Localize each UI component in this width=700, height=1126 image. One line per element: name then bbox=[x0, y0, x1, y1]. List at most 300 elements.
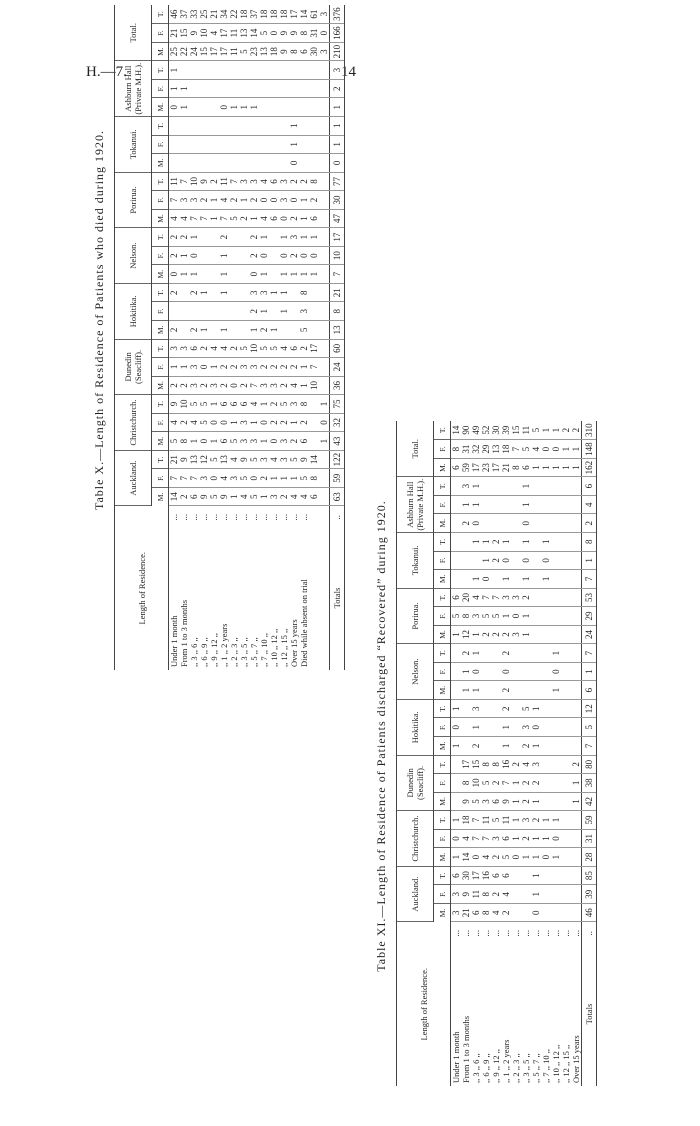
table-cell bbox=[269, 135, 279, 154]
table-cell bbox=[511, 533, 521, 552]
table-row bbox=[491, 421, 501, 1086]
leader-dots: .. bbox=[582, 922, 597, 944]
table-cell bbox=[199, 79, 209, 98]
table-cell: 11 bbox=[229, 42, 239, 61]
table-cell: 17 bbox=[219, 24, 229, 43]
table-cell: 1 bbox=[531, 458, 541, 477]
table-cell bbox=[541, 625, 551, 644]
table-cell bbox=[279, 61, 289, 80]
table-cell: 52 bbox=[481, 421, 491, 440]
sex-column-header: T. bbox=[434, 811, 451, 830]
table-row bbox=[279, 5, 289, 670]
sex-column-header: F. bbox=[434, 662, 451, 681]
table-cell: 7 bbox=[481, 588, 491, 607]
table-cell: 10 bbox=[189, 172, 199, 191]
table-cell: 3 bbox=[279, 172, 289, 191]
sex-column-header: F. bbox=[152, 358, 169, 377]
table-cell: 6 bbox=[451, 458, 462, 477]
sex-column-header: T. bbox=[152, 5, 169, 24]
table-cell bbox=[451, 514, 462, 533]
table-cell bbox=[511, 681, 521, 700]
table-cell: 5 bbox=[209, 487, 219, 506]
table-cell: 3 bbox=[481, 792, 491, 811]
table-cell: 1 bbox=[461, 681, 471, 700]
table-cell: 10 bbox=[249, 339, 259, 358]
table-cell: 2 bbox=[169, 376, 180, 395]
table-cell bbox=[239, 321, 249, 340]
table-cell bbox=[219, 79, 229, 98]
table-cell bbox=[541, 644, 551, 663]
table-cell bbox=[521, 681, 531, 700]
table-cell: 1 bbox=[551, 421, 561, 440]
table-cell: 21 bbox=[461, 903, 471, 922]
table-cell: 0 bbox=[551, 662, 561, 681]
table-cell: 1 bbox=[551, 681, 561, 700]
table-row bbox=[471, 421, 481, 1086]
table-cell: 6 bbox=[451, 588, 462, 607]
table-cell: 6 bbox=[299, 432, 309, 451]
table-cell: 1 bbox=[451, 811, 462, 830]
table-cell: 1 bbox=[259, 302, 269, 321]
table-cell bbox=[561, 755, 571, 774]
table-cell bbox=[289, 321, 299, 340]
table-cell bbox=[451, 477, 462, 496]
table-cell: 1 bbox=[471, 625, 481, 644]
totals-cell: 29 bbox=[582, 607, 597, 626]
table-cell bbox=[239, 79, 249, 98]
table-cell bbox=[209, 98, 219, 117]
table-cell bbox=[309, 98, 319, 117]
table-cell: 3 bbox=[279, 432, 289, 451]
table-cell: 4 bbox=[299, 487, 309, 506]
table-cell: 2 bbox=[179, 487, 189, 506]
table-cell: 1 bbox=[259, 228, 269, 247]
table-cell bbox=[219, 135, 229, 154]
table-cell: 6 bbox=[491, 866, 501, 885]
table-cell: 6 bbox=[309, 487, 319, 506]
table-cell bbox=[319, 154, 330, 173]
table-cell bbox=[451, 755, 462, 774]
table-cell bbox=[179, 117, 189, 136]
totals-label: Totals bbox=[330, 528, 345, 670]
table-cell bbox=[279, 98, 289, 117]
sex-column-header: M. bbox=[152, 321, 169, 340]
table-cell bbox=[531, 551, 541, 570]
table-cell bbox=[269, 79, 279, 98]
table-cell bbox=[209, 61, 219, 80]
table-cell: 9 bbox=[179, 450, 189, 469]
column-group-header: Porirua. bbox=[115, 172, 152, 228]
table-cell: 0 bbox=[209, 469, 219, 488]
table-cell: 2 bbox=[219, 358, 229, 377]
table-cell: 1 bbox=[531, 792, 541, 811]
table-cell: 1 bbox=[571, 458, 582, 477]
leader-dots: ... bbox=[259, 513, 269, 521]
leader-dots: ... bbox=[239, 513, 249, 521]
table-cell: 7 bbox=[249, 376, 259, 395]
table-cell: 24 bbox=[189, 42, 199, 61]
table-cell bbox=[199, 135, 209, 154]
totals-cell: 77 bbox=[330, 172, 345, 191]
table-cell: 18 bbox=[501, 440, 511, 459]
table-cell: 2 bbox=[511, 755, 521, 774]
row-label: ,, 3 ,, 6 ,, bbox=[471, 1053, 481, 1083]
table-cell bbox=[229, 265, 239, 284]
totals-cell: 1 bbox=[582, 662, 597, 681]
table-cell: 2 bbox=[491, 774, 501, 793]
table-cell bbox=[229, 79, 239, 98]
table-cell: 0 bbox=[169, 265, 180, 284]
table-cell: 0 bbox=[269, 24, 279, 43]
leader-dots: ... bbox=[511, 929, 521, 937]
table-cell: 1 bbox=[521, 477, 531, 496]
table-cell: 6 bbox=[189, 339, 199, 358]
table-cell bbox=[179, 61, 189, 80]
totals-cell: 36 bbox=[330, 376, 345, 395]
table-cell bbox=[319, 450, 330, 469]
table-cell bbox=[169, 302, 180, 321]
table-cell: 2 bbox=[491, 625, 501, 644]
sex-column-header: M. bbox=[152, 376, 169, 395]
table-cell: 0 bbox=[219, 413, 229, 432]
table-cell bbox=[269, 265, 279, 284]
table-cell: 1 bbox=[521, 570, 531, 589]
table-cell: 2 bbox=[239, 209, 249, 228]
table-cell: 11 bbox=[521, 421, 531, 440]
table-cell: 1 bbox=[481, 551, 491, 570]
table-cell: 0 bbox=[521, 551, 531, 570]
table-cell: 7 bbox=[179, 172, 189, 191]
row-label: ,, 10 ,, 12 ,, bbox=[551, 1044, 561, 1083]
table-cell bbox=[309, 432, 319, 451]
table-cell: 2 bbox=[289, 246, 299, 265]
row-label: From 1 to 3 months bbox=[179, 599, 189, 667]
table-cell: 2 bbox=[521, 792, 531, 811]
table-cell bbox=[309, 283, 319, 302]
table-cell: 9 bbox=[279, 42, 289, 61]
table-cell: 7 bbox=[199, 209, 209, 228]
table-cell: 2 bbox=[189, 283, 199, 302]
table-cell: 1 bbox=[199, 283, 209, 302]
table-cell: 1 bbox=[551, 644, 561, 663]
table-cell: 1 bbox=[249, 321, 259, 340]
table-cell: 9 bbox=[279, 24, 289, 43]
table-cell: 1 bbox=[531, 866, 541, 885]
table-cell bbox=[531, 514, 541, 533]
column-group-header: Porirua. bbox=[397, 588, 434, 644]
table-cell bbox=[229, 154, 239, 173]
table-cell bbox=[239, 61, 249, 80]
table-cell: 1 bbox=[471, 570, 481, 589]
row-label: ,, 6 ,, 9 ,, bbox=[481, 1053, 491, 1083]
table-cell bbox=[551, 495, 561, 514]
table-cell: 8 bbox=[461, 607, 471, 626]
table-cell: 11 bbox=[481, 811, 491, 830]
table-cell bbox=[491, 477, 501, 496]
table-cell: 4 bbox=[491, 903, 501, 922]
table-cell bbox=[501, 477, 511, 496]
sex-column-header: M. bbox=[434, 625, 451, 644]
table-cell: 1 bbox=[511, 792, 521, 811]
table-cell bbox=[209, 302, 219, 321]
totals-cell: 24 bbox=[582, 625, 597, 644]
table-cell bbox=[199, 302, 209, 321]
table-cell: 2 bbox=[279, 358, 289, 377]
table-cell: 16 bbox=[481, 866, 491, 885]
totals-cell: 162 bbox=[582, 458, 597, 477]
table-cell: 0 bbox=[551, 829, 561, 848]
totals-cell: 7 bbox=[582, 644, 597, 663]
table-cell bbox=[451, 533, 462, 552]
table-cell: 1 bbox=[209, 209, 219, 228]
table-cell bbox=[561, 570, 571, 589]
table-cell: 1 bbox=[571, 792, 582, 811]
table-cell: 9 bbox=[501, 792, 511, 811]
column-group-header: Dunedin (Seacliff). bbox=[115, 339, 152, 395]
table-cell: 1 bbox=[521, 495, 531, 514]
row-label bbox=[319, 528, 330, 670]
table-cell bbox=[571, 866, 582, 885]
table-cell bbox=[239, 246, 249, 265]
row-label: ,, 5 ,, 7 ,, bbox=[531, 1053, 541, 1083]
table-cell: 4 bbox=[209, 24, 219, 43]
table-cell bbox=[461, 737, 471, 756]
leader-dots: .. bbox=[330, 506, 345, 528]
column-group-header: Nelson. bbox=[397, 644, 434, 700]
table-cell bbox=[269, 117, 279, 136]
table-cell bbox=[289, 98, 299, 117]
table-cell: 1 bbox=[551, 848, 561, 867]
table-cell: 5 bbox=[451, 607, 462, 626]
table-cell: 1 bbox=[249, 98, 259, 117]
leader-dots: ... bbox=[179, 513, 189, 521]
table-cell: 1 bbox=[239, 191, 249, 210]
table-cell: 13 bbox=[259, 42, 269, 61]
table-cell bbox=[259, 98, 269, 117]
table-cell bbox=[209, 117, 219, 136]
table-cell bbox=[199, 154, 209, 173]
row-label: Died while absent on trial bbox=[299, 579, 309, 667]
table-cell: 30 bbox=[309, 42, 319, 61]
sex-column-header: F. bbox=[434, 885, 451, 904]
table-cell: 3 bbox=[289, 395, 299, 414]
table-cell bbox=[481, 718, 491, 737]
table-cell bbox=[481, 681, 491, 700]
table-cell: 1 bbox=[189, 265, 199, 284]
table-cell: 5 bbox=[299, 321, 309, 340]
table-cell: 4 bbox=[239, 487, 249, 506]
table-cell bbox=[209, 265, 219, 284]
table-cell: 3 bbox=[319, 42, 330, 61]
table-cell: 9 bbox=[461, 792, 471, 811]
table-cell: 0 bbox=[451, 829, 462, 848]
table-cell: 1 bbox=[319, 432, 330, 451]
table-cell bbox=[531, 588, 541, 607]
table-cell: 1 bbox=[541, 570, 551, 589]
table-cell: 17 bbox=[219, 42, 229, 61]
leader-dots: ... bbox=[491, 929, 501, 937]
table-cell bbox=[491, 495, 501, 514]
table-cell bbox=[551, 903, 561, 922]
table-cell: 9 bbox=[299, 450, 309, 469]
table-cell: 8 bbox=[511, 458, 521, 477]
sex-column-header: T. bbox=[152, 339, 169, 358]
table-cell: 3 bbox=[501, 588, 511, 607]
table-cell bbox=[199, 228, 209, 247]
table-cell: 5 bbox=[239, 42, 249, 61]
table-cell: 2 bbox=[229, 339, 239, 358]
table-cell: 5 bbox=[289, 450, 299, 469]
leader-dots: ... bbox=[541, 929, 551, 937]
table-cell: 1 bbox=[299, 376, 309, 395]
table-cell: 2 bbox=[169, 246, 180, 265]
row-label: ,, 3 ,, 5 ,, bbox=[239, 637, 249, 667]
table-cell: 61 bbox=[309, 5, 319, 24]
table-cell: 29 bbox=[481, 440, 491, 459]
totals-cell: 7 bbox=[330, 265, 345, 284]
table-cell bbox=[249, 61, 259, 80]
table-cell bbox=[491, 737, 501, 756]
totals-cell: 28 bbox=[582, 848, 597, 867]
sex-column-header: T. bbox=[152, 228, 169, 247]
table-cell: 1 bbox=[541, 811, 551, 830]
table-cell: 13 bbox=[189, 450, 199, 469]
table-cell bbox=[521, 866, 531, 885]
totals-cell: 85 bbox=[582, 866, 597, 885]
table-cell bbox=[541, 774, 551, 793]
sex-column-header: M. bbox=[152, 265, 169, 284]
table-cell bbox=[511, 477, 521, 496]
table-cell bbox=[571, 681, 582, 700]
table-cell: 1 bbox=[571, 440, 582, 459]
table-cell: 1 bbox=[451, 699, 462, 718]
table-cell: 8 bbox=[451, 440, 462, 459]
table-cell bbox=[319, 358, 330, 377]
table-cell: 3 bbox=[189, 358, 199, 377]
table-row bbox=[289, 5, 299, 670]
table-cell: 0 bbox=[279, 246, 289, 265]
table-cell: 1 bbox=[199, 321, 209, 340]
table-cell bbox=[169, 117, 180, 136]
table-cell: 1 bbox=[531, 829, 541, 848]
column-group-header: Ashburn Hall (Private M.H.). bbox=[115, 61, 152, 117]
table-cell bbox=[451, 662, 462, 681]
row-label: ,, 1 ,, 2 years bbox=[501, 1039, 511, 1083]
table-cell: 5 bbox=[521, 699, 531, 718]
table-cell bbox=[451, 681, 462, 700]
totals-cell: 59 bbox=[330, 469, 345, 488]
table-cell bbox=[189, 302, 199, 321]
table-cell: 4 bbox=[249, 395, 259, 414]
table-cell: 8 bbox=[481, 755, 491, 774]
table-cell bbox=[511, 737, 521, 756]
table-cell bbox=[531, 644, 541, 663]
table-cell: 8 bbox=[179, 432, 189, 451]
table-cell bbox=[319, 283, 330, 302]
table-cell: 0 bbox=[289, 154, 299, 173]
row-label: Under 1 month bbox=[451, 1031, 461, 1083]
table-cell: 9 bbox=[189, 24, 199, 43]
table-cell: 7 bbox=[481, 829, 491, 848]
table-cell: 1 bbox=[571, 774, 582, 793]
table-cell: 23 bbox=[249, 42, 259, 61]
table-cell: 2 bbox=[279, 487, 289, 506]
table-cell: 0 bbox=[199, 358, 209, 377]
table-cell: 4 bbox=[219, 191, 229, 210]
table-cell: 8 bbox=[309, 469, 319, 488]
totals-cell: 75 bbox=[330, 395, 345, 414]
table-cell: 2 bbox=[521, 829, 531, 848]
table-cell: 1 bbox=[531, 848, 541, 867]
table-cell bbox=[279, 117, 289, 136]
table-cell: 1 bbox=[169, 61, 180, 80]
table-cell: 2 bbox=[259, 358, 269, 377]
table-cell: 6 bbox=[471, 903, 481, 922]
row-label bbox=[309, 528, 319, 670]
row-label: ,, 9 ,, 12 ,, bbox=[491, 1049, 501, 1083]
table-cell bbox=[219, 302, 229, 321]
table-cell: 5 bbox=[229, 209, 239, 228]
table-cell: 1 bbox=[229, 487, 239, 506]
table-cell: 1 bbox=[481, 533, 491, 552]
table-cell bbox=[481, 495, 491, 514]
table-cell bbox=[309, 154, 319, 173]
table-cell: 14 bbox=[309, 450, 319, 469]
table-cell: 21 bbox=[169, 24, 180, 43]
table-cell: 3 bbox=[471, 607, 481, 626]
leader-dots: ... bbox=[461, 929, 471, 937]
leader-dots: ... bbox=[561, 929, 571, 937]
table-cell bbox=[179, 135, 189, 154]
table-cell: 1 bbox=[521, 607, 531, 626]
table-cell: 4 bbox=[169, 209, 180, 228]
table-cell bbox=[239, 117, 249, 136]
table-cell: 5 bbox=[521, 440, 531, 459]
table-cell: 3 bbox=[511, 625, 521, 644]
table-cell: 17 bbox=[471, 866, 481, 885]
table-cell bbox=[229, 117, 239, 136]
table-cell bbox=[561, 514, 571, 533]
table-cell: 1 bbox=[521, 848, 531, 867]
sex-column-header: F. bbox=[152, 191, 169, 210]
table-cell: 2 bbox=[179, 376, 189, 395]
totals-cell: 10 bbox=[330, 246, 345, 265]
table-cell bbox=[299, 98, 309, 117]
totals-cell: 0 bbox=[330, 154, 345, 173]
table-cell: 3 bbox=[189, 376, 199, 395]
table-cell: 1 bbox=[229, 413, 239, 432]
table-cell: 1 bbox=[471, 718, 481, 737]
totals-cell: 1 bbox=[330, 135, 345, 154]
table-cell: 6 bbox=[189, 487, 199, 506]
table-cell: 7 bbox=[219, 209, 229, 228]
sex-column-header: M. bbox=[152, 487, 169, 506]
table-cell: 1 bbox=[511, 774, 521, 793]
table-cell: 2 bbox=[531, 811, 541, 830]
table-cell: 5 bbox=[199, 413, 209, 432]
table-cell bbox=[541, 755, 551, 774]
table-cell bbox=[219, 154, 229, 173]
table-cell bbox=[571, 718, 582, 737]
column-group-header: Christchurch. bbox=[115, 395, 152, 451]
table-cell bbox=[451, 644, 462, 663]
table-cell: 6 bbox=[239, 395, 249, 414]
table-cell: 2 bbox=[219, 376, 229, 395]
table-cell: 2 bbox=[179, 228, 189, 247]
table-cell: 14 bbox=[451, 421, 462, 440]
sex-column-header: F. bbox=[152, 413, 169, 432]
table-cell: 3 bbox=[239, 358, 249, 377]
